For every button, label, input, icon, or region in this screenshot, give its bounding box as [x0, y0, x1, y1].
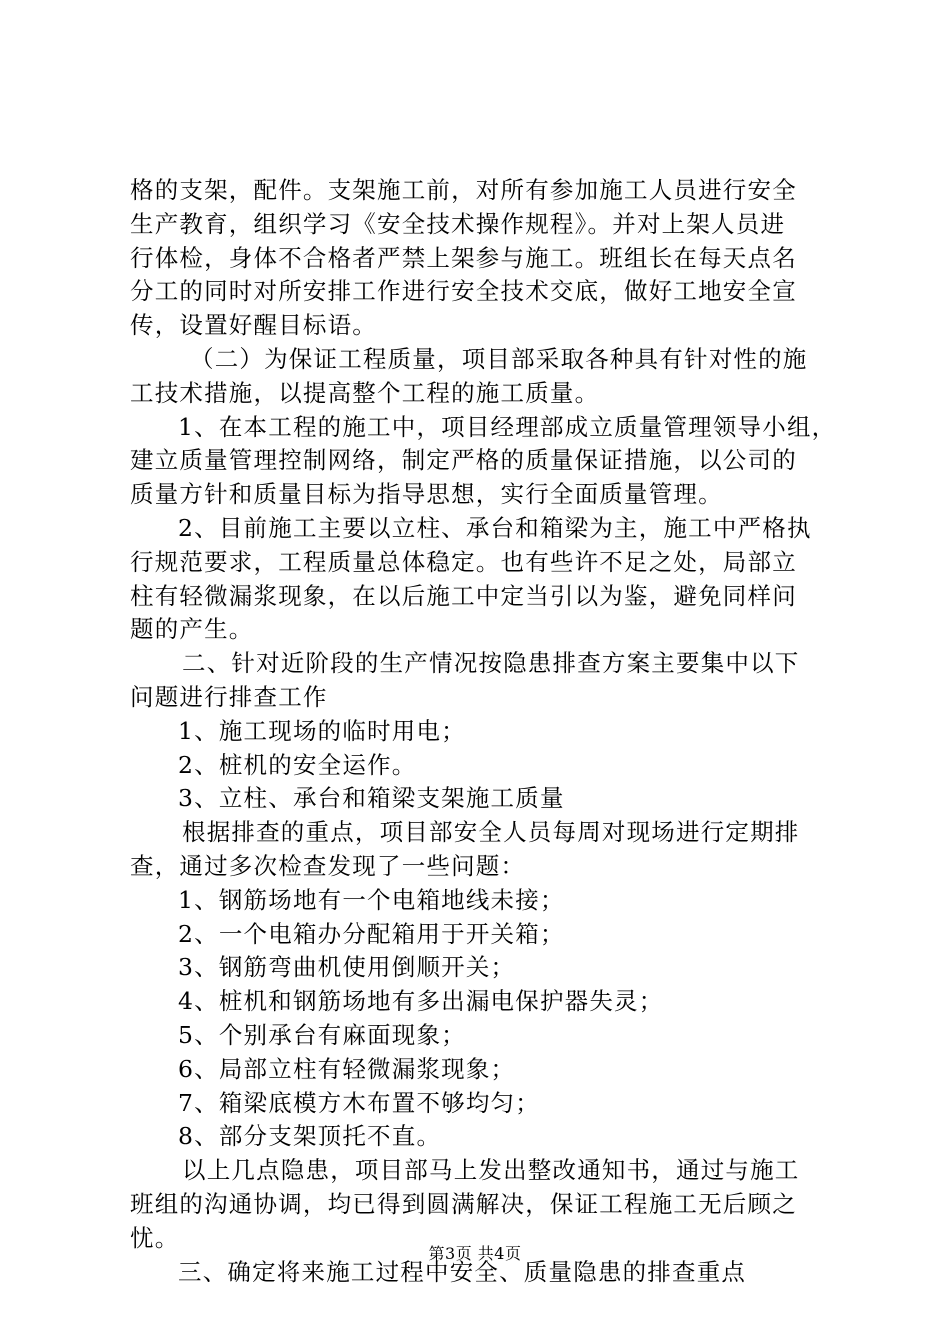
paragraph-line: 题的产生。 [130, 615, 254, 644]
list-item-line: 6、局部立柱有轻微漏浆现象； [178, 1054, 516, 1083]
section-heading-line: （二）为保证工程质量，项目部采取各种具有针对性的施 [190, 344, 808, 373]
list-item-line: 1、施工现场的临时用电； [178, 716, 466, 745]
list-item-line: 8、部分支架顶托不直。 [178, 1122, 442, 1151]
list-item-line: 1、钢筋场地有一个电箱地线未接； [178, 885, 565, 914]
section-heading-line: 二、针对近阶段的生产情况按隐患排查方案主要集中以下 [182, 649, 800, 678]
list-item-line: 2、目前施工主要以立柱、承台和箱梁为主，施工中严格执 [178, 513, 812, 542]
paragraph-line: 传，设置好醒目标语。 [130, 311, 377, 340]
paragraph-line: 班组的沟通协调，均已得到圆满解决，保证工程施工无后顾之 [130, 1189, 797, 1218]
paragraph-line: 柱有轻微漏浆现象，在以后施工中定当引以为鉴，避免同样问 [130, 581, 797, 610]
page-number-footer: 第3页 共4页 [428, 1244, 522, 1263]
paragraph-line: 问题进行排查工作 [130, 682, 328, 711]
paragraph-line: 分工的同时对所安排工作进行安全技术交底，做好工地安全宣 [130, 277, 797, 306]
list-item-line: 3、立柱、承台和箱梁支架施工质量 [178, 784, 565, 813]
paragraph-line: 查，通过多次检查发现了一些问题： [130, 851, 526, 880]
document-body [130, 174, 840, 1289]
list-item-line: 3、钢筋弯曲机使用倒顺开关； [178, 953, 516, 982]
section-heading-line: 三、确定将来施工过程中安全、质量隐患的排查重点 [178, 1257, 747, 1286]
paragraph-line: 质量方针和质量目标为指导思想，实行全面质量管理。 [130, 480, 723, 509]
paragraph-line: 行体检，身体不合格者严禁上架参与施工。班组长在每天点名 [130, 243, 797, 272]
paragraph-line: 根据排查的重点，项目部安全人员每周对现场进行定期排 [182, 818, 800, 847]
paragraph-line: 格的支架，配件。支架施工前，对所有参加施工人员进行安全 [130, 176, 797, 204]
list-item-line: 7、箱梁底模方木布置不够均匀； [178, 1088, 540, 1117]
paragraph-line: 以上几点隐患，项目部马上发出整改通知书，通过与施工 [182, 1156, 800, 1185]
paragraph-line: 生产教育，组织学习《安全技术操作规程》。并对上架人员进 [130, 209, 786, 238]
list-item-line: 4、桩机和钢筋场地有多出漏电保护器失灵； [178, 987, 664, 1016]
list-item-line: 5、个别承台有麻面现象； [178, 1020, 466, 1049]
paragraph-line: 建立质量管理控制网络，制定严格的质量保证措施，以公司的 [130, 446, 797, 475]
paragraph-line: 行规范要求，工程质量总体稳定。也有些许不足之处，局部立 [130, 547, 797, 576]
paragraph-line: 工技术措施，以提高整个工程的施工质量。 [130, 378, 600, 407]
list-item-line: 2、桩机的安全运作。 [178, 750, 417, 779]
paragraph-line: 忧。 [130, 1223, 180, 1252]
list-item-line: 1、在本工程的施工中，项目经理部成立质量管理领导小组， [178, 412, 837, 441]
list-item-line: 2、一个电箱办分配箱用于开关箱； [178, 919, 565, 948]
